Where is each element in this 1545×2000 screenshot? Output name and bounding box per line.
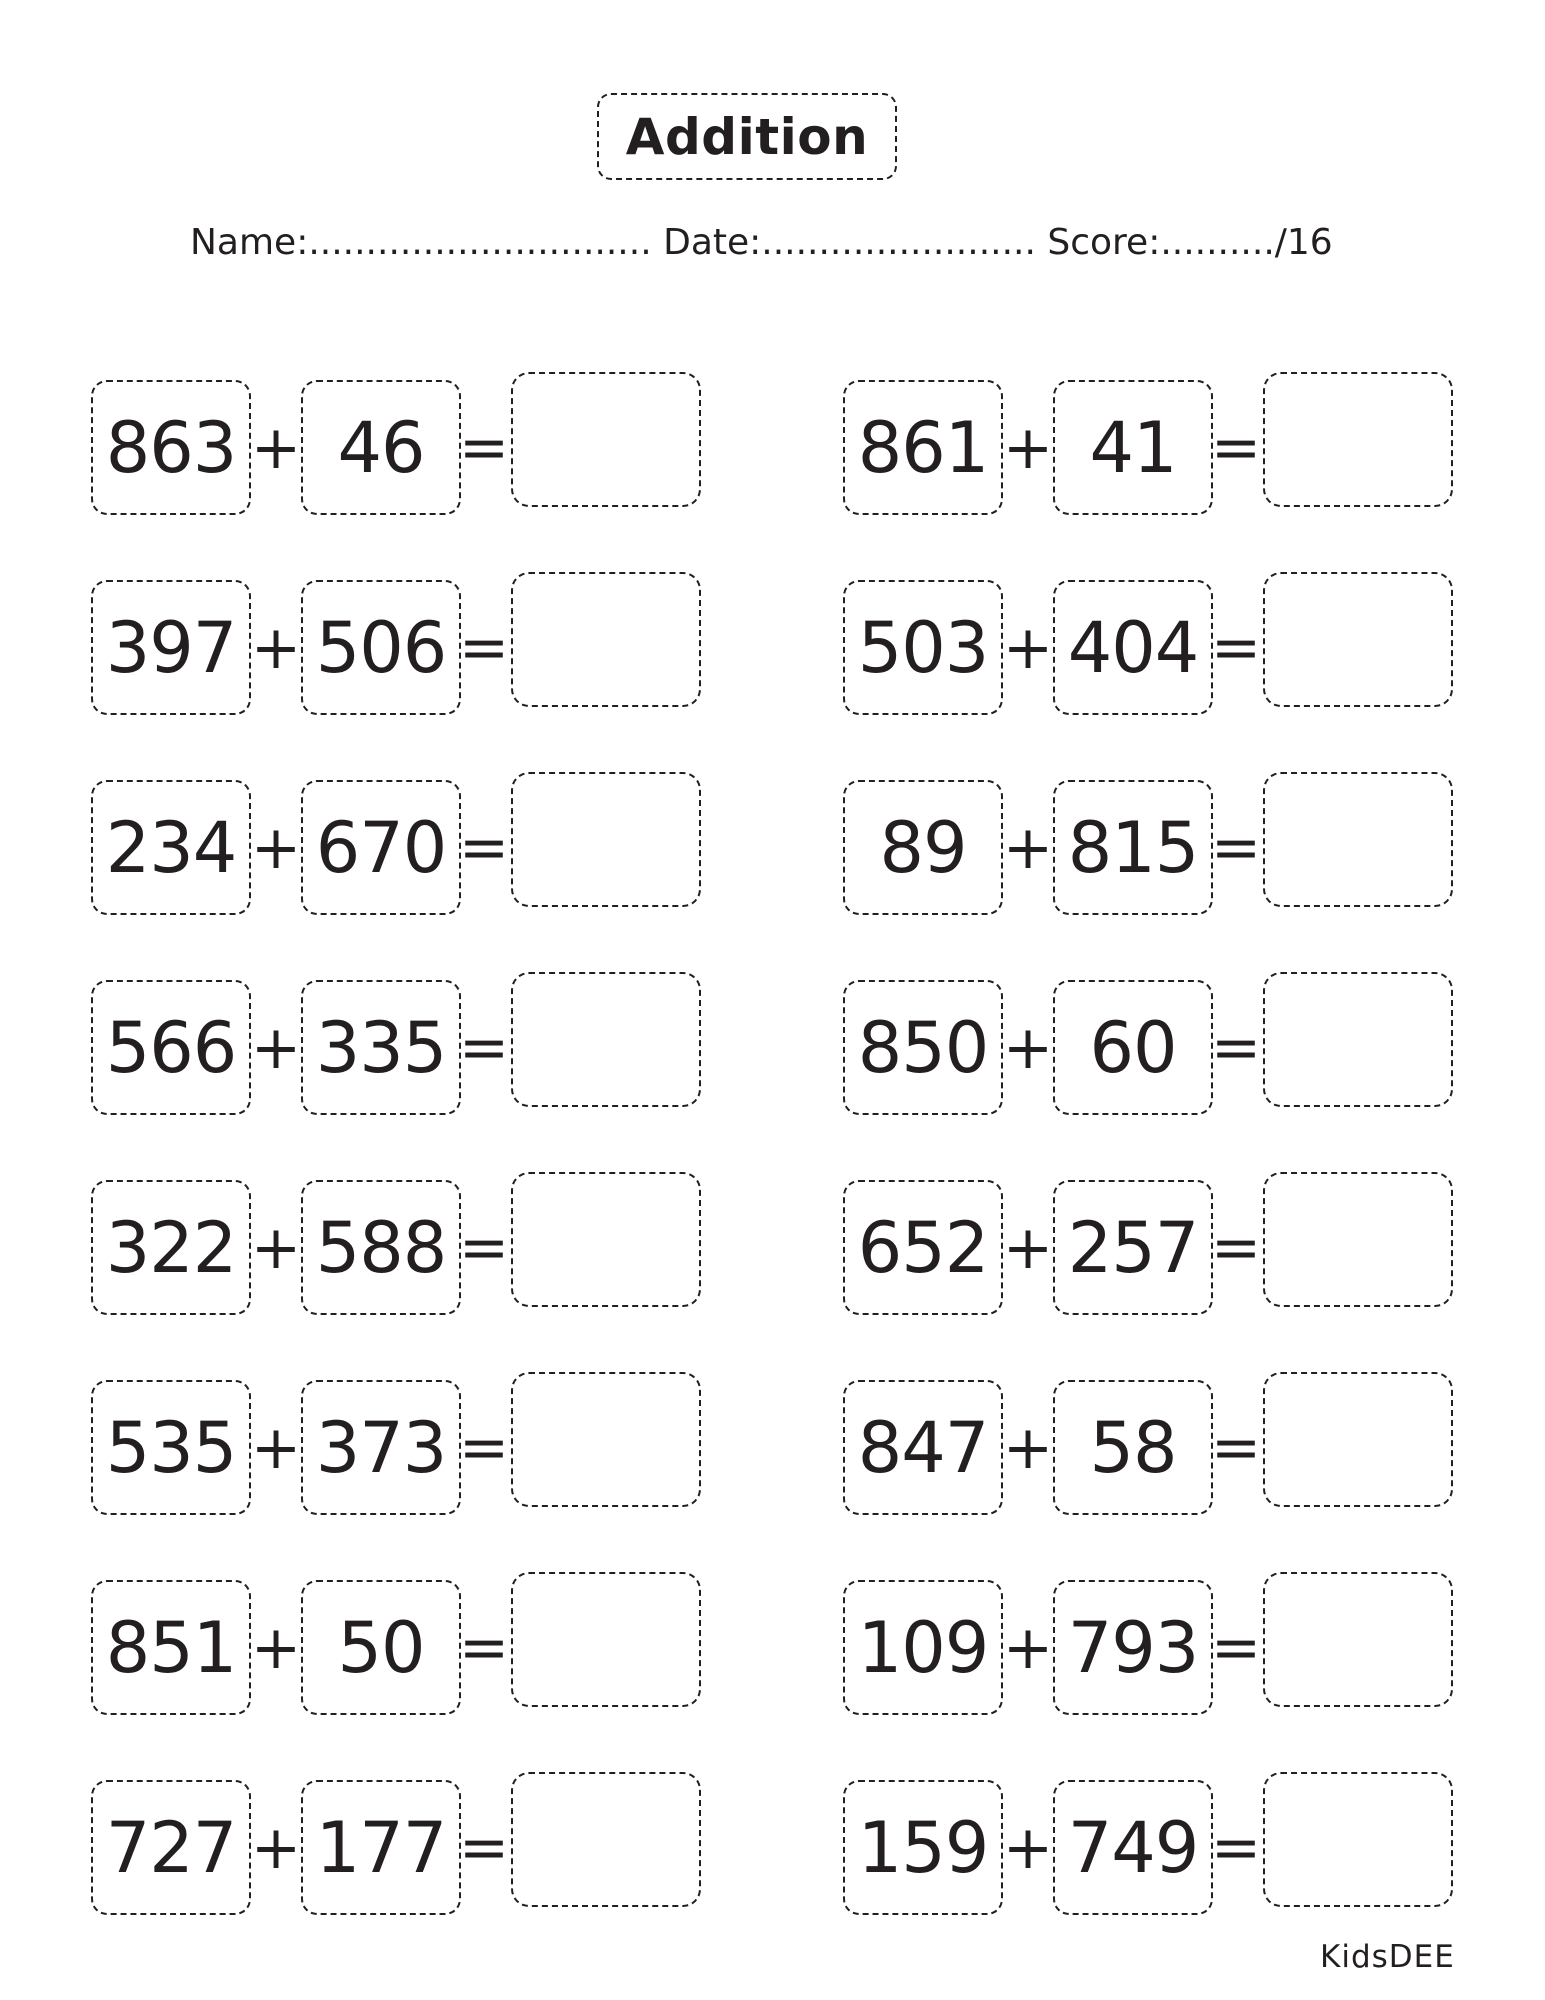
first-addend: 234 — [91, 780, 251, 915]
second-addend: 404 — [1053, 580, 1213, 715]
answer-box[interactable] — [1263, 1172, 1453, 1307]
plus-sign: + — [250, 1412, 302, 1483]
answer-box[interactable] — [1263, 1572, 1453, 1707]
plus-sign: + — [1002, 612, 1054, 683]
plus-sign: + — [250, 1212, 302, 1283]
second-addend: 749 — [1053, 1780, 1213, 1915]
plus-sign: + — [1002, 1012, 1054, 1083]
plus-sign: + — [250, 1612, 302, 1683]
answer-box[interactable] — [511, 1172, 701, 1307]
second-addend: 588 — [301, 1180, 461, 1315]
problem-row — [91, 370, 711, 506]
second-addend: 58 — [1053, 1380, 1213, 1515]
problem-row — [91, 970, 711, 1106]
first-addend: 851 — [91, 1580, 251, 1715]
problem-row — [843, 770, 1463, 906]
first-addend: 535 — [91, 1380, 251, 1515]
first-addend: 847 — [843, 1380, 1003, 1515]
second-addend: 46 — [301, 380, 461, 515]
first-addend: 159 — [843, 1780, 1003, 1915]
problem-row — [843, 1370, 1463, 1506]
second-addend: 793 — [1053, 1580, 1213, 1715]
equals-sign: = — [1210, 1612, 1262, 1683]
plus-sign: + — [1002, 412, 1054, 483]
answer-box[interactable] — [511, 1572, 701, 1707]
problem-row — [91, 1770, 711, 1906]
plus-sign: + — [1002, 1412, 1054, 1483]
second-addend: 670 — [301, 780, 461, 915]
problem-row — [91, 1370, 711, 1506]
second-addend: 41 — [1053, 380, 1213, 515]
answer-box[interactable] — [511, 1772, 701, 1907]
answer-box[interactable] — [1263, 1772, 1453, 1907]
plus-sign: + — [250, 1012, 302, 1083]
first-addend: 397 — [91, 580, 251, 715]
equals-sign: = — [1210, 1212, 1262, 1283]
equals-sign: = — [1210, 412, 1262, 483]
problem-row — [91, 1570, 711, 1706]
answer-box[interactable] — [1263, 772, 1453, 907]
answer-box[interactable] — [1263, 372, 1453, 507]
second-addend: 257 — [1053, 1180, 1213, 1315]
equals-sign: = — [458, 1012, 510, 1083]
first-addend: 727 — [91, 1780, 251, 1915]
answer-box[interactable] — [511, 972, 701, 1107]
answer-box[interactable] — [511, 772, 701, 907]
equals-sign: = — [1210, 1812, 1262, 1883]
equals-sign: = — [458, 812, 510, 883]
problem-row — [843, 970, 1463, 1106]
problem-row — [91, 570, 711, 706]
answer-box[interactable] — [1263, 972, 1453, 1107]
plus-sign: + — [250, 612, 302, 683]
page-title: Addition — [625, 107, 869, 166]
student-info-line — [190, 222, 1333, 278]
equals-sign: = — [1210, 612, 1262, 683]
answer-box[interactable] — [511, 372, 701, 507]
answer-box[interactable] — [511, 1372, 701, 1507]
answer-box[interactable] — [1263, 1372, 1453, 1507]
equals-sign: = — [458, 1412, 510, 1483]
equals-sign: = — [1210, 812, 1262, 883]
first-addend: 861 — [843, 380, 1003, 515]
plus-sign: + — [1002, 1212, 1054, 1283]
first-addend: 850 — [843, 980, 1003, 1115]
problem-row — [91, 1170, 711, 1306]
first-addend: 89 — [843, 780, 1003, 915]
second-addend: 506 — [301, 580, 461, 715]
plus-sign: + — [1002, 1812, 1054, 1883]
first-addend: 652 — [843, 1180, 1003, 1315]
equals-sign: = — [1210, 1012, 1262, 1083]
second-addend: 335 — [301, 980, 461, 1115]
problem-row — [843, 1770, 1463, 1906]
equals-sign: = — [458, 1812, 510, 1883]
problem-row — [843, 1570, 1463, 1706]
second-addend: 373 — [301, 1380, 461, 1515]
second-addend: 815 — [1053, 780, 1213, 915]
equals-sign: = — [458, 1612, 510, 1683]
problem-row — [843, 370, 1463, 506]
title-box — [597, 93, 897, 180]
equals-sign: = — [1210, 1412, 1262, 1483]
date-field-label: Date:........................ — [663, 222, 1036, 263]
plus-sign: + — [250, 1812, 302, 1883]
second-addend: 50 — [301, 1580, 461, 1715]
first-addend: 566 — [91, 980, 251, 1115]
problem-row — [843, 1170, 1463, 1306]
problem-row — [91, 770, 711, 906]
problem-row — [843, 570, 1463, 706]
plus-sign: + — [1002, 812, 1054, 883]
second-addend: 177 — [301, 1780, 461, 1915]
equals-sign: = — [458, 412, 510, 483]
first-addend: 503 — [843, 580, 1003, 715]
equals-sign: = — [458, 612, 510, 683]
score-field-label: Score:........../16 — [1047, 222, 1333, 263]
first-addend: 863 — [91, 380, 251, 515]
plus-sign: + — [1002, 1612, 1054, 1683]
answer-box[interactable] — [511, 572, 701, 707]
name-field-label: Name:.............................. — [190, 222, 652, 263]
first-addend: 322 — [91, 1180, 251, 1315]
plus-sign: + — [250, 812, 302, 883]
second-addend: 60 — [1053, 980, 1213, 1115]
brand-footer: KidsDEE — [1320, 1939, 1455, 1975]
plus-sign: + — [250, 412, 302, 483]
first-addend: 109 — [843, 1580, 1003, 1715]
answer-box[interactable] — [1263, 572, 1453, 707]
equals-sign: = — [458, 1212, 510, 1283]
